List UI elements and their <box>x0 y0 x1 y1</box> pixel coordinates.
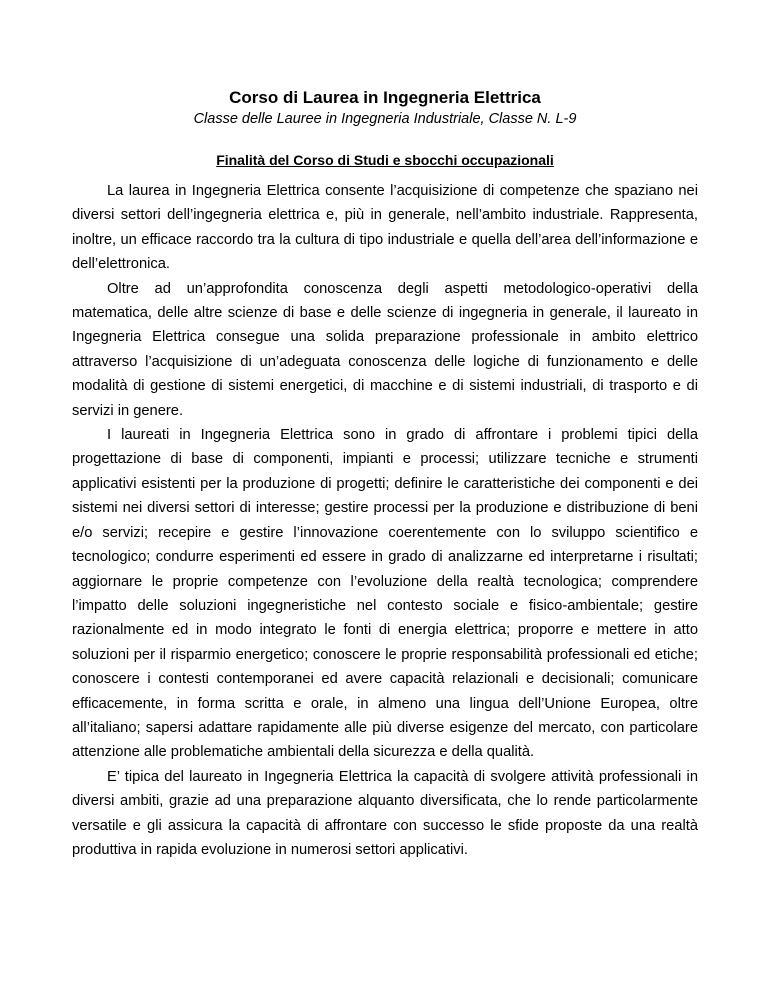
section-heading: Finalità del Corso di Studi e sbocchi occupazionali <box>216 152 554 168</box>
paragraph-2: Oltre ad un’approfondita conoscenza degli aspetti metodologico-operativi della matematica, delle altre scienze di base e delle scienze di ingegneria in generale, il laureato in Ingegneria Elettrica consegue una solida preparazione professionale in ambito elettrico attraverso l’acquisizione di un’adeguata conoscenza delle logiche di funzionamento e delle modalità di gestione di sistemi energetici, di macchine e di sistemi industriali, di trasporto e di servizi in genere. <box>72 280 698 419</box>
paragraph-1: La laurea in Ingegneria Elettrica consente l’acquisizione di competenze che spaziano nei diversi settori dell’ingegneria elettrica e, più in generale, nell’ambito industriale. Rappresenta, inoltre, un efficace raccordo tra la cultura di tipo industriale e quella dell’area dell’informazione e dell’elettronica. <box>72 183 698 273</box>
paragraph-4: E’ tipica del laureato in Ingegneria Elettrica la capacità di svolgere attività professionali in diversi ambiti, grazie ad una preparazione alquanto diversificata, che lo rende particolarmente versatile e gli assicura la capacità di affrontare con successo le sfide proposte da una realtà produttiva in rapida evoluzione in numerosi settori applicativi. <box>72 768 698 858</box>
document-subtitle: Classe delle Lauree in Ingegneria Industriale, Classe N. L-9 <box>193 111 577 127</box>
paragraph-3: I laureati in Ingegneria Elettrica sono in grado di affrontare i problemi tipici della progettazione di base di componenti, impianti e processi; utilizzare tecniche e strumenti applicativi esistenti per la produzione di progetti; definire le caratteristiche dei componenti e dei sistemi nei diversi settori di interesse; gestire processi per la produzione e distribuzione di beni e/o servizi; recepire e gestire l’innovazione coerentemente con lo sviluppo scientifico e tecnologico; condurre esperimenti ed essere in grado di analizzarne ed interpretarne i risultati; aggiornare le proprie competenze con l’evoluzione della realtà tecnologica; comprendere l’impatto delle soluzioni ingegneristiche nel contesto sociale e fisico-ambientale; gestire razionalmente ed in modo integrato le fonti di energia elettrica; proporre e mettere in atto soluzioni per il risparmio energetico; conoscere le proprie responsabilità professionali ed etiche; conoscere i contesti contemporanei ed avere capacità relazionali e decisionali; comunicare efficacemente, in forma scritta e orale, in almeno una lingua dell’Unione Europea, oltre all’italiano; sapersi adattare rapidamente alle più diverse esigenze del mercato, con particolare attenzione alle problematiche ambientali della sicurezza e della qualità. <box>72 427 698 761</box>
document-title: Corso di Laurea in Ingegneria Elettrica <box>229 88 541 107</box>
